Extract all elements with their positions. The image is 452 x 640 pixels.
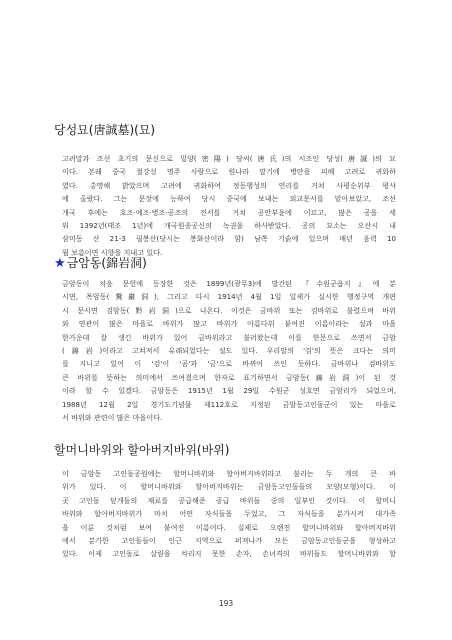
paragraph-line: 시 문시면 검암동(黔岩洞)으로 나온다. 이것은 금바위 또는 검바위로 불렸으며 바위 [62,305,396,315]
paragraph-line: 를 지니고 있어 이 '검'이 '곰'과 '금'으로 바뀌어 쓰인 듯하다. 금바위나 검바위도 [62,359,396,369]
section-title-geumamdong [54,256,147,271]
paragraph-line: 위가 있다. 이 할머니바위와 할아버지바위는 금암동고인돌들의 모양(모형)이다. 이 [62,482,396,492]
paragraph-line: 에 올랐다. 그는 문장에 능하여 당시 중국에 보내는 외교문서를 맡아보았고, 조선 [62,194,396,204]
paragraph-line: 고려말과 조선 초기의 문신으로 밀양(密陽) 당씨(唐氏)의 시조인 당성(唐誠)의 묘 [62,154,396,163]
section-title-text: 금암동(錦岩洞) [66,256,147,270]
paragraph-line: 을 이룬 것처럼 보여 붙여진 이름이다. 실제로 오랜진 할머니바위와 할아버지바위 [62,522,396,532]
paragraph-line: (錦岩)이라고 고쳐져서 유래되었다는 설도 있다. 우리말의 '검'의 뜻은 크다는 의미 [62,345,396,355]
section-title-text: 당성묘(唐誠墓)(묘) [54,123,156,137]
paragraph-line: 1988년 12월 2일 경기도기념물 제112호로 지정된 금암동고인돌군이 있는 마을로 [62,399,396,409]
paragraph-line: 워 1392년(태조 1년)에 개국원종공신의 녹권을 하사받았다. 공의 묘소는 오산시 내 [62,220,396,230]
section-title-halmeoni-bawi [54,443,229,457]
paragraph-line: 바위와 할아버지바위가 마치 어떤 자식들을 두었고, 그 자식들을 분가시켜 대가족 [62,509,396,519]
paragraph-line: 있다. 이제 고인돌로 살림을 차리지 못한 손자, 손녀격의 바위들도 할머니바위와 할 [62,549,396,559]
paragraph-line: 삼미동 산 21-3 필봉산(당시는 봉화산이라 함) 남쪽 기슭에 있으며 매년 음력 10 [62,234,396,244]
paragraph-line: 이라 할 수 있겠다. 금암동은 1915년 1월 29일 수원군 성호면 금암리가 되었으며, [62,386,396,396]
paragraph-line: 큰 바위를 뜻하는 의미에서 쓰여졌으며 한자로 표기하면서 금암동(錦岩洞)이 된 것 [62,372,396,382]
paragraph-line: 였다. 총명해 밝았으며 고려에 귀화하여 정동행성의 연리를 거쳐 사평순위부 평사 [62,180,396,190]
paragraph-line: 개국 후에는 호조·예조·병조·공조의 전서를 거쳐 공안부윤에 이르고, 많은 공을 세 [62,207,396,217]
paragraph-line: 금암동이 처음 문헌에 등장한 것은 1899년(광무3)에 발간된 『수원군읍지』에 분 [62,279,396,288]
page-number: 193 [218,599,234,608]
star-icon: ★ [54,256,66,271]
paragraph-line: 서 바위와 관련이 많은 마을이다. [62,412,163,422]
section-body-dangseongmyo [62,152,396,259]
section-title-text: 할머니바위와 할아버지바위(바위) [54,443,230,457]
paragraph-line: 한가운데 잘 생긴 바위가 있어 금바위라고 불러왔는데 이를 한문으로 쓰면서 금암 [62,332,396,342]
section-body-geumamdong [62,277,396,424]
section-body-halmeoni-bawi [62,467,396,561]
paragraph-line: 에서 분가한 고인돌들이 인근 지역으로 퍼져나가 모든 금암동고인돌군을 형성하고 [62,535,396,545]
paragraph-line: 이다. 본래 중국 절강성 명주 사람으로 원나라 말기에 병란을 피해 고려로 귀화하 [62,167,396,177]
paragraph-line: 와 연관이 많은 마을로 바위가 많고 바위가 아름다워 붙여진 이름이라는 설과 마을 [62,319,396,329]
paragraph-line: 이 금암동 고인돌공원에는 할머니바위와 할아버지바위라고 불리는 두 개의 큰 바 [62,469,396,478]
paragraph-line: 월 보름이면 시향을 지내고 있다. [62,247,163,257]
paragraph-line: 곳 고인돌 덮개돌의 재료를 공급해준 공급 바위들 중의 일부인 것이다. 이 할머니 [62,495,396,505]
section-title-dangseongmyo [54,123,155,137]
paragraph-line: 시면, 목암동(鶩巖洞), 그리고 다시 1914년 4월 1일 일제가 실시한 행정구역 개편 [62,292,396,302]
